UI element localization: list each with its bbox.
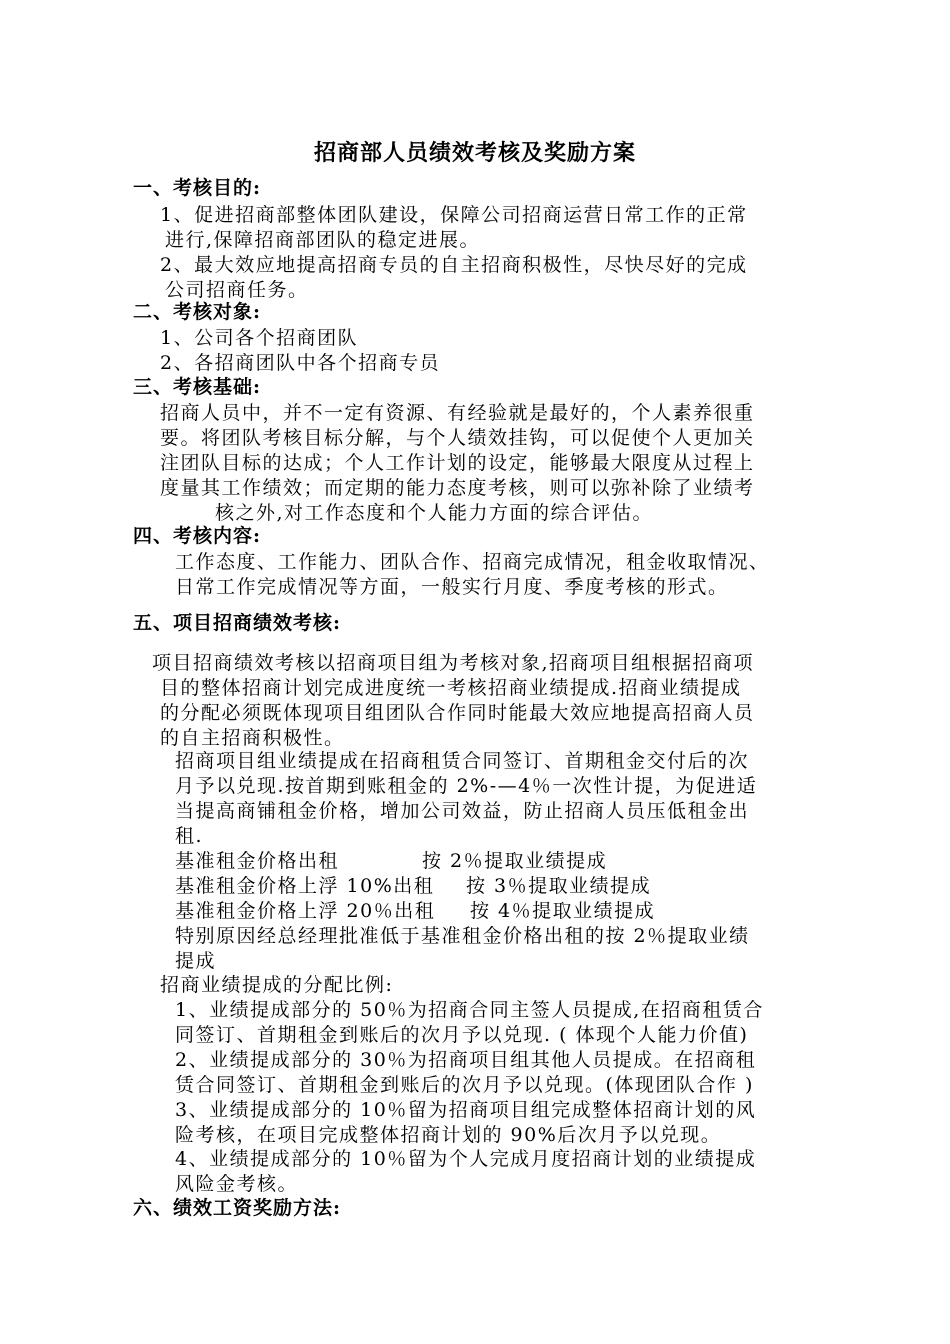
paragraph-line: 2、最大效应地提高招商专员的自主招商积极性，尽快尽好的完成	[160, 254, 748, 276]
list-item: 4、业绩提成部分的 10％留为个人完成月度招商计划的业绩提成	[175, 1148, 757, 1170]
list-item: 1、公司各个招商团队	[160, 327, 359, 349]
list-item: 险考核，在项目完成整体招商计划的 90%后次月予以兑现。	[175, 1124, 722, 1146]
paragraph-line: 核之外,对工作态度和个人能力方面的综合评估。	[215, 502, 654, 524]
section-heading-purpose: 一、考核目的:	[133, 177, 262, 199]
section-heading-project-performance: 五、项目招商绩效考核:	[133, 612, 342, 634]
list-item: 2、各招商团队中各个招商专员	[160, 352, 441, 374]
paragraph-line: 项目招商绩效考核以招商项目组为考核对象,招商项目组根据招商项	[152, 652, 755, 674]
paragraph-line: 当提高商铺租金价格，增加公司效益，防止招商人员压低租金出	[175, 800, 750, 822]
list-item: 1、业绩提成部分的 50％为招商合同主签人员提成,在招商租赁合	[175, 999, 764, 1021]
section-heading-content: 四、考核内容:	[133, 525, 262, 547]
paragraph-line: 要。将团队考核目标分解，与个人绩效挂钩，可以促使个人更加关	[160, 427, 755, 449]
paragraph-line: 注团队目标的达成；个人工作计划的设定，能够最大限度从过程上	[160, 452, 755, 474]
paragraph-line: 目的整体招商计划完成进度统一考核招商业绩提成.招商业绩提成	[160, 677, 742, 699]
section-heading-targets: 二、考核对象:	[133, 301, 262, 323]
paragraph-line: 1、促进招商部整体团队建设，保障公司招商运营日常工作的正常	[160, 204, 748, 226]
section-heading-basis: 三、考核基础:	[133, 376, 262, 398]
list-item: 风险金考核。	[175, 1173, 299, 1195]
paragraph-line: 度量其工作绩效；而定期的能力态度考核，则可以弥补除了业绩考	[160, 477, 755, 499]
paragraph-line: 公司招商任务。	[165, 279, 309, 301]
paragraph-line: 日常工作完成情况等方面，一般实行月度、季度考核的形式。	[175, 576, 729, 598]
rate-rule-value: 按 2％提取业绩提成	[422, 850, 608, 872]
paragraph-line: 的分配必须既体现项目组团队合作同时能最大效应地提高招商人员	[160, 702, 755, 724]
list-item: 赁合同签订、首期租金到账后的次月予以兑现。(体现团队合作 )	[175, 1074, 754, 1096]
paragraph-line: 工作态度、工作能力、团队合作、招商完成情况，租金收取情况、	[175, 551, 770, 573]
rate-rule-value: 按 4％提取业绩提成	[470, 900, 656, 922]
paragraph-line: 特别原因经总经理批准低于基准租金价格出租的按 2％提取业绩	[175, 925, 750, 947]
paragraph-line: 的自主招商积极性。	[160, 727, 345, 749]
paragraph-line: 月予以兑现.按首期到账租金的 2%-—4％一次性计提，为促进适	[175, 775, 758, 797]
rate-rule-label: 基准租金价格出租	[175, 850, 340, 872]
list-item: 3、业绩提成部分的 10％留为招商项目组完成整体招商计划的风	[175, 1099, 757, 1121]
document-title: 招商部人员绩效考核及奖励方案	[313, 140, 636, 166]
paragraph-line: 进行,保障招商部团队的稳定进展。	[165, 229, 481, 251]
rate-rule-label: 基准租金价格上浮 10%出租	[175, 875, 435, 897]
list-item: 2、业绩提成部分的 30％为招商项目组其他人员提成。在招商租	[175, 1049, 757, 1071]
paragraph-line: 招商人员中，并不一定有资源、有经验就是最好的，个人素养很重	[160, 402, 755, 424]
section-heading-reward-method: 六、绩效工资奖励方法:	[133, 1197, 342, 1219]
subheading-distribution-ratio: 招商业绩提成的分配比例:	[160, 974, 394, 996]
list-item: 同签订、首期租金到账后的次月予以兑现. ( 体现个人能力价值)	[175, 1024, 749, 1046]
paragraph-line: 招商项目组业绩提成在招商租赁合同签订、首期租金交付后的次	[175, 750, 750, 772]
rate-rule-label: 基准租金价格上浮 20％出租	[175, 900, 436, 922]
paragraph-line: 提成	[175, 950, 217, 972]
rate-rule-value: 按 3％提取业绩提成	[466, 875, 652, 897]
paragraph-line: 租.	[175, 825, 204, 847]
